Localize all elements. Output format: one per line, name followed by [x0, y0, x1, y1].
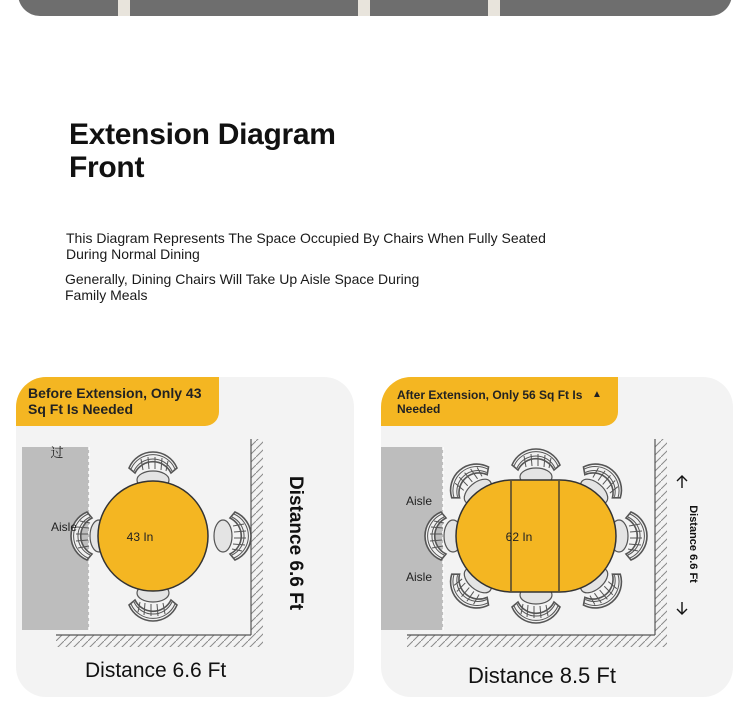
- description-aisle-line-2: Family Meals: [65, 287, 148, 303]
- extended-table: [456, 480, 616, 592]
- after-extension-card: [381, 377, 733, 697]
- chair-right: [214, 512, 251, 560]
- after-floor-plan: [381, 377, 733, 697]
- description-aisle: [65, 271, 419, 303]
- arrow-up-icon: [677, 476, 687, 488]
- before-badge-line-1: Before Extension, Only 43: [28, 385, 202, 401]
- after-badge-line-1: After Extension, Only 56 Sq Ft Is: [397, 388, 583, 402]
- page-title: [69, 118, 336, 184]
- aisle-character: 过: [50, 445, 64, 460]
- product-photo-fragment: [18, 0, 732, 16]
- table-size-label: 62 In: [505, 530, 533, 544]
- aisle-label-bottom: Aisle: [405, 570, 433, 584]
- description-seated-line-2: During Normal Dining: [66, 246, 200, 262]
- bottom-distance-label: Distance 6.6 Ft: [85, 659, 227, 682]
- description-aisle-line-1: Generally, Dining Chairs Will Take Up Aisle Space During: [65, 271, 420, 287]
- after-badge-line-2: Needed: [397, 402, 441, 416]
- right-wall-hatch: [251, 439, 263, 635]
- lamp-icon: ▲: [592, 389, 602, 400]
- description-seated-line-1: This Diagram Represents The Space Occupied By Chairs When Fully Seated: [66, 230, 546, 246]
- side-distance-label: Distance 6.6 Ft: [285, 475, 306, 611]
- title-line-2: Front: [69, 151, 145, 184]
- table-size-label: 43 In: [126, 530, 154, 544]
- before-floor-plan: [16, 377, 354, 697]
- bottom-wall-hatch: [407, 635, 667, 647]
- title-line-1: Extension Diagram: [69, 118, 336, 151]
- aisle-label-top: Aisle: [405, 494, 433, 508]
- description-seated: [66, 230, 546, 262]
- right-wall-hatch: [655, 439, 667, 635]
- side-distance-label: Distance 6.6 Ft: [687, 505, 699, 583]
- before-extension-card: [16, 377, 354, 697]
- bottom-wall-hatch: [56, 635, 263, 647]
- bottom-distance-label: Distance 8.5 Ft: [468, 663, 616, 688]
- before-badge-line-2: Sq Ft Is Needed: [28, 401, 134, 417]
- arrow-down-icon: [677, 602, 687, 614]
- aisle-label: Aisle: [50, 520, 78, 534]
